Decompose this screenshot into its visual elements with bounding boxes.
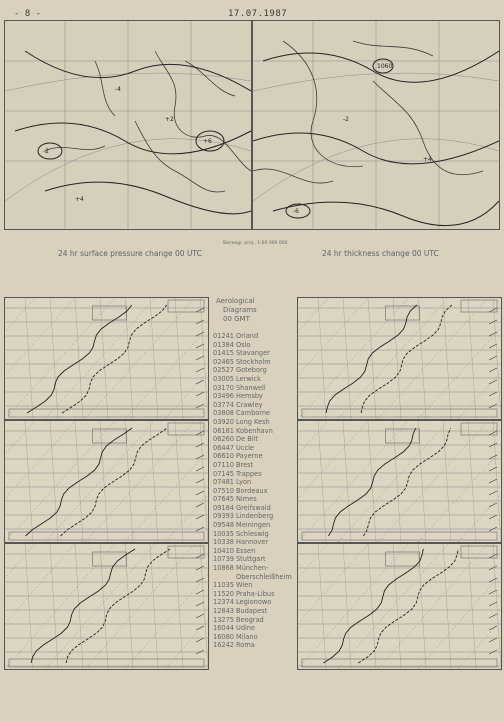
station-name: Oslo bbox=[236, 340, 251, 349]
station-name: Milano bbox=[236, 632, 258, 641]
station-row bbox=[213, 349, 301, 358]
station-id: 10035 bbox=[213, 529, 234, 538]
station-id: 03496 bbox=[213, 392, 234, 401]
station-name: Orland bbox=[236, 332, 259, 340]
station-row bbox=[213, 418, 301, 427]
station-row bbox=[213, 512, 301, 521]
station-row bbox=[213, 401, 301, 410]
station-row bbox=[213, 478, 301, 487]
thickness-change-map bbox=[252, 20, 500, 230]
station-row bbox=[213, 530, 301, 539]
station-id: 16044 bbox=[213, 624, 234, 633]
station-name: Meiningen bbox=[236, 521, 271, 530]
svg-text:-4: -4 bbox=[115, 86, 121, 93]
aerological-diagram bbox=[297, 297, 502, 420]
station-name: München- bbox=[236, 564, 269, 573]
aerological-diagram bbox=[4, 297, 209, 420]
station-name: Praha-Libus bbox=[236, 589, 275, 598]
station-row bbox=[213, 409, 301, 418]
station-row bbox=[213, 495, 301, 504]
station-id: 16242 bbox=[213, 641, 234, 650]
station-row bbox=[213, 444, 301, 453]
station-row bbox=[213, 392, 301, 401]
svg-text:1060: 1060 bbox=[377, 63, 393, 70]
station-name: Beograd bbox=[236, 615, 264, 624]
diagram-plot bbox=[5, 298, 208, 419]
svg-text:+2: +2 bbox=[165, 116, 174, 123]
station-row bbox=[213, 521, 301, 530]
station-row bbox=[213, 487, 301, 496]
station-row bbox=[213, 366, 301, 375]
diagram-plot bbox=[5, 421, 208, 542]
station-row bbox=[213, 624, 301, 633]
station-row bbox=[213, 504, 301, 513]
station-name: Roma bbox=[236, 641, 255, 650]
station-name: Udine bbox=[236, 624, 256, 633]
station-name: Lyon bbox=[236, 478, 252, 487]
station-name: Lerwick bbox=[236, 374, 261, 383]
station-id: 07481 bbox=[213, 478, 234, 487]
station-id: 03170 bbox=[213, 383, 234, 392]
station-name: De Bilt bbox=[236, 435, 259, 444]
station-row bbox=[213, 427, 301, 436]
station-name: Greifswald bbox=[236, 503, 271, 512]
station-name: Budapest bbox=[236, 607, 268, 615]
diagram-plot bbox=[298, 421, 501, 542]
station-id: 09393 bbox=[213, 512, 234, 521]
station-name: Hemsby bbox=[236, 392, 263, 401]
station-row bbox=[213, 332, 301, 341]
aerological-diagram bbox=[4, 543, 209, 670]
surface-pressure-change-map bbox=[4, 20, 252, 230]
diagram-plot bbox=[298, 298, 501, 419]
station-row bbox=[213, 555, 301, 564]
station-row bbox=[213, 564, 301, 573]
station-row bbox=[213, 573, 301, 582]
diagram-plot bbox=[5, 544, 208, 669]
station-list bbox=[213, 332, 301, 650]
station-name: Stuttgart bbox=[236, 555, 266, 564]
station-id: 09184 bbox=[213, 503, 234, 512]
station-id: 03920 bbox=[213, 417, 234, 426]
station-id: 01241 bbox=[213, 332, 234, 340]
station-name: Camborne bbox=[236, 409, 271, 418]
station-id: 06181 bbox=[213, 426, 234, 435]
station-id: 12374 bbox=[213, 598, 234, 607]
station-id: 12843 bbox=[213, 607, 234, 615]
legend-subtitle: Diagrams bbox=[223, 306, 257, 314]
page-number: - 8 - bbox=[14, 9, 42, 19]
station-name: Payerne bbox=[236, 452, 263, 461]
projection-note: Stereogr. proj., 1:60 000 000 bbox=[222, 241, 288, 246]
station-id: 13275 bbox=[213, 615, 234, 624]
station-row bbox=[213, 452, 301, 461]
aerological-diagram bbox=[297, 543, 502, 670]
station-row bbox=[213, 461, 301, 470]
svg-text:+4: +4 bbox=[75, 196, 84, 203]
station-id: 11520 bbox=[213, 589, 234, 598]
aerological-diagram bbox=[4, 420, 209, 543]
station-id: 03005 bbox=[213, 374, 234, 383]
station-id: 06610 bbox=[213, 452, 234, 461]
station-row bbox=[213, 547, 301, 556]
station-id: 03808 bbox=[213, 409, 234, 418]
svg-text:+6: +6 bbox=[203, 138, 212, 145]
station-name: Legionowo bbox=[236, 598, 272, 607]
station-row bbox=[213, 607, 301, 616]
station-name: Lindenberg bbox=[236, 512, 274, 521]
station-name: Kobenhavn bbox=[236, 426, 273, 435]
station-row bbox=[213, 435, 301, 444]
station-name: Trappes bbox=[236, 469, 262, 478]
diagram-plot bbox=[298, 544, 501, 669]
station-id: 06260 bbox=[213, 435, 234, 444]
station-id: 06447 bbox=[213, 443, 234, 452]
legend-title: Aerological bbox=[216, 297, 255, 305]
station-name: Long Kesh bbox=[236, 417, 270, 426]
station-name: Stockholm bbox=[236, 357, 271, 366]
station-id: 07510 bbox=[213, 486, 234, 495]
page-date: 17.07.1987 bbox=[228, 9, 288, 19]
station-name: Essen bbox=[236, 546, 256, 555]
aerological-diagram bbox=[297, 420, 502, 543]
station-id: 16080 bbox=[213, 632, 234, 641]
svg-text:-2: -2 bbox=[343, 116, 349, 123]
station-id: 07145 bbox=[213, 469, 234, 478]
station-name: Brest bbox=[236, 460, 254, 469]
svg-text:-6: -6 bbox=[293, 208, 299, 215]
station-name: Goteborg bbox=[236, 366, 267, 375]
svg-text:-2: -2 bbox=[43, 148, 49, 155]
station-name: Oberschleißheim bbox=[236, 572, 292, 581]
station-row bbox=[213, 616, 301, 625]
station-row bbox=[213, 590, 301, 599]
station-row bbox=[213, 384, 301, 393]
station-name: Hannover bbox=[236, 538, 269, 547]
station-id: 02527 bbox=[213, 366, 234, 375]
station-row bbox=[213, 470, 301, 479]
station-id: 10739 bbox=[213, 555, 234, 564]
station-name: Crawley bbox=[236, 400, 263, 409]
station-id: 03774 bbox=[213, 400, 234, 409]
station-id: 07645 bbox=[213, 495, 234, 504]
station-name: Nimes bbox=[236, 495, 257, 504]
station-row bbox=[213, 641, 301, 650]
station-id: 01384 bbox=[213, 340, 234, 349]
station-row bbox=[213, 581, 301, 590]
station-name: Stavanger bbox=[236, 349, 270, 358]
station-id: 09548 bbox=[213, 521, 234, 530]
station-id: 02465 bbox=[213, 357, 234, 366]
legend-time: 00 GMT bbox=[223, 315, 250, 323]
station-name: Bordeaux bbox=[236, 486, 268, 495]
station-id: 11035 bbox=[213, 581, 234, 590]
station-row bbox=[213, 341, 301, 350]
station-id: 07110 bbox=[213, 460, 234, 469]
station-row bbox=[213, 633, 301, 642]
station-id: 10410 bbox=[213, 546, 234, 555]
station-name: Schleswig bbox=[236, 529, 269, 538]
station-id: 10868 bbox=[213, 564, 234, 573]
station-row bbox=[213, 598, 301, 607]
station-row bbox=[213, 358, 301, 367]
station-id: 01415 bbox=[213, 349, 234, 358]
station-name: Wien bbox=[236, 581, 253, 590]
station-row bbox=[213, 538, 301, 547]
station-name: Uccle bbox=[236, 443, 254, 452]
svg-text:+4: +4 bbox=[423, 156, 432, 163]
right-map-caption: 24 hr thickness change 00 UTC bbox=[322, 249, 439, 258]
station-row bbox=[213, 375, 301, 384]
left-map-caption: 24 hr surface pressure change 00 UTC bbox=[58, 249, 202, 258]
station-id: 10338 bbox=[213, 538, 234, 547]
station-name: Shanwell bbox=[236, 383, 266, 392]
station-legend bbox=[213, 297, 301, 650]
